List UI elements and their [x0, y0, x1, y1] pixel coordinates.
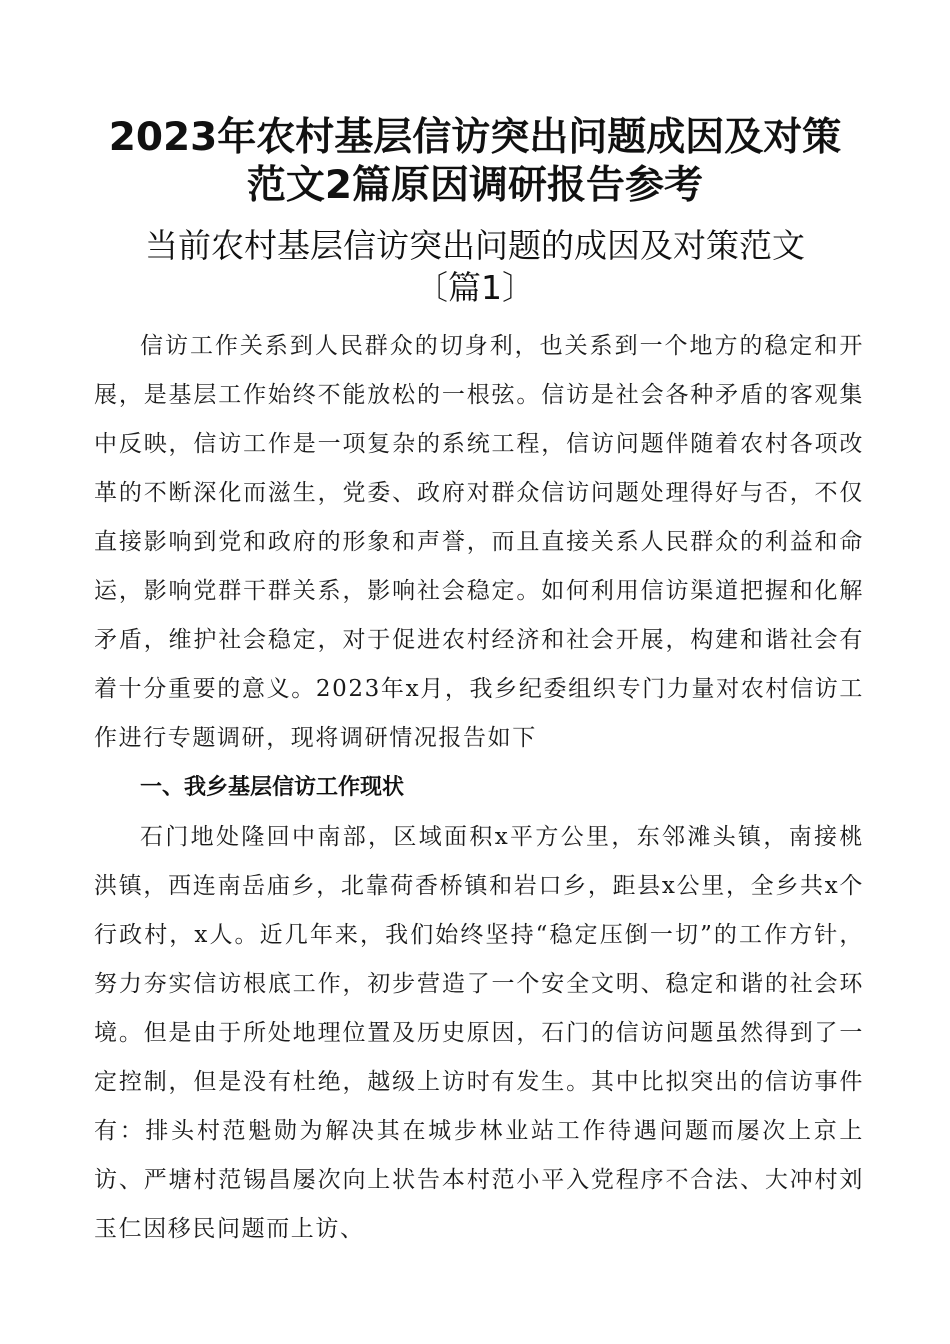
- document-title-line-1: 2023年农村基层信访突出问题成因及对策: [108, 115, 842, 160]
- intro-paragraph: 信访工作关系到人民群众的切身利，也关系到一个地方的稳定和开展，是基层工作始终不能放松的一根弦。信访是社会各种矛盾的客观集中反映，信访工作是一项复杂的系统工程，信访问题伴随着农村各项改革的不断深化而滋生，党委、政府对群众信访问题处理得好与否，不仅直接影响到党和政府的形象和声誉，而且直接关系人民群众的利益和命运，影响党群干群关系，影响社会稳定。如何利用信访渠道把握和化解矛盾，维护社会稳定，对于促进农村经济和社会开展，构建和谐社会有着十分重要的意义。2023年x月，我乡纪委组织专门力量对农村信访工作进行专题调研，现将调研情况报告如下: [94, 333, 864, 751]
- section-subtitle-line-1: 当前农村基层信访突出问题的成因及对策范文: [145, 226, 805, 265]
- status-paragraph: 石门地处隆回中南部，区域面积x平方公里，东邻滩头镇，南接桃洪镇，西连南岳庙乡，北靠荷香桥镇和岩口乡，距县x公里，全乡共x个行政村，x人。近几年来，我们始终坚持“稳定压倒一切”的工作方针，努力夯实信访根底工作，初步营造了一个安全文明、稳定和谐的社会环境。但是由于所处地理位置及历史原因，石门的信访问题虽然得到了一定控制，但是没有杜绝，越级上访时有发生。其中比拟突出的信访事件有：排头村范魁勋为解决其在城步林业站工作待遇问题而屡次上京上访、严塘村范锡昌屡次向上状告本村范小平入党程序不合法、大冲村刘玉仁因移民问题而上访、: [94, 824, 864, 1242]
- section-1-heading: 一、我乡基层信访工作现状: [140, 775, 405, 800]
- section-subtitle-line-2: 〔篇1〕: [415, 268, 535, 307]
- document-title-line-2: 范文2篇原因调研报告参考: [246, 163, 704, 208]
